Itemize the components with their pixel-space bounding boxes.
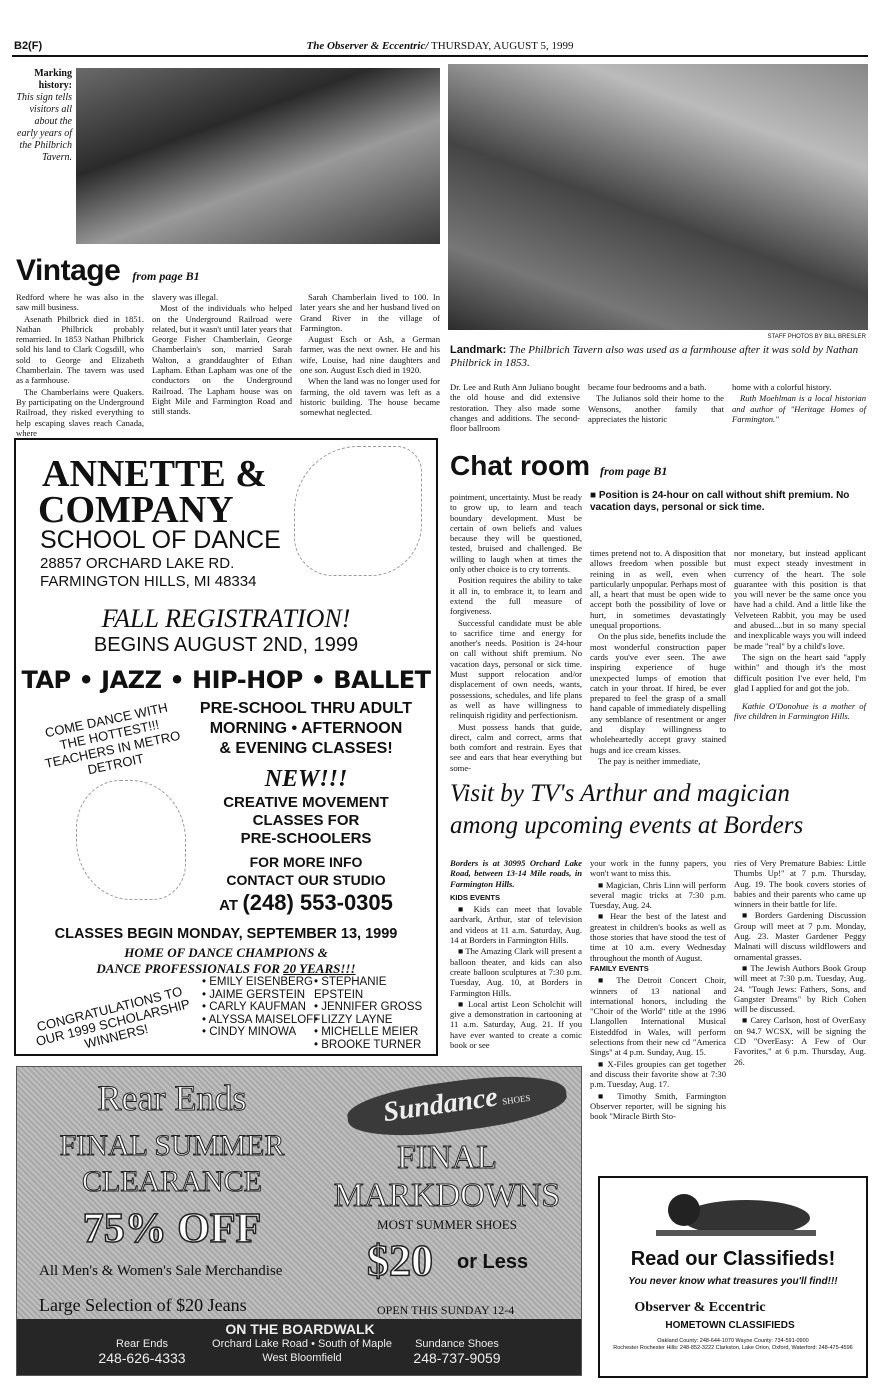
winners-left	[202, 976, 320, 1039]
paragraph: ■ Borders Gardening Discussion Group will meet at 7 p.m. Monday, Aug. 23. Master Gardener Peggy Malnati will discuss wildflowers and ornamental grasses.	[734, 910, 866, 962]
winner-name: • BROOKE TURNER	[314, 1038, 422, 1051]
open-sunday: OPEN THIS SUNDAY 12-4	[377, 1303, 515, 1317]
winner-name: • JENNIFER GROSS	[314, 1001, 423, 1013]
borders-col-1	[450, 858, 582, 1051]
pullquote-marker: ■	[590, 490, 599, 501]
landmark-col-2	[588, 382, 724, 425]
winner-name: • CARLY KAUFMAN	[202, 1001, 306, 1013]
paragraph: Dr. Lee and Ruth Ann Juliano bought the old house and did extensive restoration. They also made some changes and additions. The second-floor ballroom	[450, 382, 580, 434]
price: $20	[367, 1236, 433, 1285]
rear-store-info	[87, 1337, 197, 1365]
winner-name: • MICHELLE MEIER	[314, 1026, 419, 1038]
ad-pros: DANCE PROFESSIONALS FOR	[96, 961, 280, 976]
chat-kicker: Chat room	[450, 450, 590, 481]
ad-begins: BEGINS AUGUST 2ND, 1999	[93, 634, 359, 656]
ad-pros-line	[16, 961, 436, 977]
ad-congrats: CONGRATULATIONS TO OUR 1999 SCHOLARSHIP WINNERS!	[34, 983, 192, 1052]
location-line: Orchard Lake Road • South of Maple	[212, 1338, 392, 1350]
percent-off: 75% OFF	[82, 1206, 262, 1252]
phone-line: Oakland County: 248-644-1070 Wayne County: 734-591-0900	[657, 1338, 809, 1344]
paragraph: Position requires the ability to take it all in, to embrace it, to learn and extend the full measure of forgiveness.	[450, 575, 582, 617]
paragraph: nor monetary, but instead applicant must expect steady investment in currency of the heart. The sole guarantee with this position is that you will never be the same once you have had a child. And a little like the Velveteen Rabbit, you may be used and abused....but in so many special and inexplicable ways you will indeed be made "real" by a child's love.	[734, 548, 866, 651]
landmark-col-3	[732, 382, 866, 425]
store-phone: 248-626-4333	[98, 1350, 186, 1366]
paragraph: The pay is neither immediate,	[598, 755, 701, 766]
rear-ends-logo: Rear Ends	[97, 1078, 247, 1118]
winner-name: • STEPHANIE EPSTEIN	[314, 976, 387, 1001]
phone-line: Rochester Rochester Hills: 248-852-3222 Clarkston, Lake Orion, Oxford, Waterford: 248-475-4596	[613, 1345, 853, 1351]
vintage-col-2	[152, 292, 292, 418]
paragraph: August Esch or Ash, a German farmer, was the next owner. He and his wife, Louise, had nine daughters and one son. August Esch died in 1920.	[300, 334, 440, 376]
landmark-label: Landmark:	[450, 344, 507, 356]
ad-evening: & EVENING CLASSES!	[219, 740, 393, 757]
borders-col-3	[734, 858, 866, 1068]
ad-classes-for: CLASSES FOR	[252, 812, 360, 829]
ad-fall-registration: FALL REGISTRATION!	[101, 604, 351, 633]
masthead-rule	[12, 55, 868, 57]
chat-col-1	[450, 492, 582, 774]
sundance-logo	[345, 1066, 570, 1146]
ad-name-line-2: COMPANY	[38, 489, 234, 531]
headline-line-1: Visit by TV's Arthur and magician	[450, 780, 790, 807]
paragraph: ■ Local artist Leon Scholchit will give a demonstration in cartooning at 11 a.m. Saturday, Aug. 21. If you have ever wanted to create a comic book or see	[450, 998, 582, 1051]
ad-address-2: FARMINGTON HILLS, MI 48334	[40, 573, 257, 590]
paragraph: Must possess hands that guide, direct, calm and correct, arms that both comfort and restrain. Eyes that see and ears that hear everything but some-	[450, 721, 582, 773]
paragraph: ■ The Amazing Clark will present a balloon theater, and kids can also create balloon sculptures at 7:30 p.m. Tuesday, Aug. 10, at Borders in Farmington Hills.	[450, 946, 582, 998]
tavern-sign-photo	[76, 68, 440, 244]
paragraph: your work in the funny papers, you won't want to miss this.	[590, 858, 726, 879]
markdowns: MARKDOWNS	[333, 1177, 561, 1214]
dance-school-ad	[14, 438, 438, 1056]
paragraph: became four bedrooms and a bath.	[588, 382, 707, 392]
ad-home: HOME OF DANCE CHAMPIONS &	[124, 945, 328, 960]
winner-name: • ALYSSA MAISELOFF	[202, 1013, 321, 1026]
vintage-kicker: Vintage	[16, 254, 121, 287]
vintage-heading	[16, 254, 200, 288]
paragraph: ■ Kids can meet that lovable aardvark, Arthur, star of television and videos at 11 a.m. Saturday, Aug. 14 at Borders in Farmington Hills.	[450, 904, 582, 946]
landmark-caption	[450, 344, 866, 370]
winner-name: • LIZZY LAYNE	[314, 1013, 393, 1026]
landmark-text: The Philbrich Tavern also was used as a farmhouse after it was sold by Nathan Philbrick in 1853.	[450, 344, 859, 369]
paragraph: Successful candidate must be able to sacrifice time and energy for another's needs. Position is 24-hour on call without shift premium. No vacation days, personal or sick time. Must support relocation and/or displacement of own needs, wants, possessions, schedules, and life plans as well as have willingness to relinquish rigidity and perfectionism.	[450, 617, 582, 721]
paragraph: ■ Timothy Smith, Farmington Observer reporter, will be signing his book "Miracle Birth Sto-	[590, 1090, 726, 1122]
paragraph: ■ X-Files groupies can get together and discuss their favorite show at 7:30 p.m. Tuesday, Aug. 17.	[590, 1058, 726, 1090]
paragraph: slavery was illegal.	[152, 292, 219, 302]
location-line: West Bloomfield	[262, 1352, 342, 1364]
ad-phone: (248) 553-0305	[242, 890, 393, 915]
winner-name: • JAIME GERSTEIN	[202, 988, 306, 1001]
dancer-sketch-bottom	[76, 780, 186, 900]
section-head: FAMILY EVENTS	[590, 963, 649, 973]
store-phone: 248-737-9059	[413, 1350, 501, 1366]
boardwalk-bar	[17, 1319, 582, 1376]
classifieds-paper: Observer & Eccentric	[634, 1300, 766, 1315]
vintage-col-3	[300, 292, 440, 419]
chat-room-heading	[450, 450, 667, 482]
paragraph: ■ The Jewish Authors Book Group will meet at 7:30 p.m. Tuesday, Aug. 24. "Tough Jews: Fathers, Sons, and Gangster Dreams" by Rich Cohen will be discussed.	[734, 962, 866, 1015]
section-head: KIDS EVENTS	[450, 892, 501, 902]
chat-pullquote	[590, 490, 866, 514]
classifieds-ad	[598, 1176, 868, 1378]
paragraph: home with a colorful history.	[732, 382, 832, 392]
ad-school: SCHOOL OF DANCE	[40, 526, 281, 554]
masthead	[200, 40, 680, 52]
borders-headline	[450, 778, 870, 842]
store-name: Rear Ends	[116, 1338, 168, 1350]
headline-line-2: among upcoming events at Borders	[450, 812, 804, 839]
boardwalk: ON THE BOARDWALK	[225, 1321, 375, 1337]
paragraph: times pretend not to. A disposition that allows freedom when possible but reining in as well, even when particularly unpopular. Perhaps most of all, a heart that must be open wide to accept both the possibility of love or hurt, in sometimes devastatingly unequal proportions.	[590, 548, 726, 631]
paragraph: Sarah Chamberlain lived to 100. In later years she and her husband lived on Grand River in the village of Farmington.	[300, 292, 440, 333]
tavern-photo	[448, 64, 868, 330]
vintage-jump: from page B1	[132, 269, 200, 283]
all-mens-womens: All Men's & Women's Sale Merchandise	[39, 1263, 283, 1279]
paragraph: The Julianos sold their home to the Wensons, another family that appreciates the historic	[588, 393, 724, 424]
chat-col-3	[734, 548, 866, 723]
chat-col-2	[590, 548, 726, 767]
ad-preschool: PRE-SCHOOL THRU ADULT	[199, 700, 413, 717]
winner-name: • EMILY EISENBERG	[202, 976, 313, 988]
or-less: or Less	[457, 1251, 529, 1273]
classifieds-phones	[604, 1338, 862, 1352]
ad-classes-begin: CLASSES BEGIN MONDAY, SEPTEMBER 13, 1999	[54, 926, 398, 942]
dog-icon	[636, 1186, 832, 1244]
ad-come-dance: COME DANCE WITH THE HOTTEST!!! TEACHERS IN METRO DETROIT	[43, 699, 182, 778]
shoe-store-ad	[16, 1066, 582, 1376]
ad-dance-styles: TAP • JAZZ • HIP-HOP • BALLET	[21, 666, 431, 694]
ad-at: AT	[219, 897, 238, 914]
author-note: Kathie O'Donohue is a mother of five children in Farmington Hills.	[734, 701, 866, 722]
paragraph: pointment, uncertainty. Must be ready to grow up, to learn and teach boundary development. Must be certain of own beliefs and values because they will be questioned, tested, bruised and challenged. Be willing to laugh when at times the only other choice is to cry torrents.	[450, 492, 582, 575]
issue-date: THURSDAY, AUGUST 5, 1999	[430, 40, 574, 52]
large-selection: Large Selection of $20 Jeans	[39, 1295, 247, 1315]
paragraph: ries of Very Premature Babies: Little Thumbs Up!" at 7 p.m. Thursday, Aug. 19. The book covers stories of babies and their parents who came up winners in their battle for life.	[734, 858, 866, 910]
paragraph: Most of the individuals who helped on the Underground Railroad were related, but it wasn't until later years that George Fisher Chamberlain, George Chamberlain's son, married Sarah Walton, a granddaughter of Ethan Lapham. Ethan Lapham was one of the conductors on the Underground Railroad. The Lapham house was on Eight Mile and Farmington Road and still stands.	[152, 303, 292, 417]
chat-jump: from page B1	[600, 464, 668, 478]
intro: Borders is at 30995 Orchard Lake Road, between 13-14 Mile roads, in Farmington Hills.	[450, 858, 582, 889]
sundance-shoes: SHOES	[501, 1092, 532, 1107]
marking-history-caption	[16, 68, 72, 164]
photo-credit: STAFF PHOTOS BY BILL BRESLER	[767, 334, 866, 340]
ad-years: 20 YEARS!!!	[283, 961, 356, 976]
ad-times: MORNING • AFTERNOON	[209, 720, 403, 737]
most-summer-shoes: MOST SUMMER SHOES	[377, 1217, 517, 1232]
location-info	[197, 1337, 407, 1365]
sundance-name: Sundance	[381, 1081, 500, 1129]
paper-name: The Observer & Eccentric/	[306, 40, 429, 52]
paragraph: ■ Carey Carlson, host of OverEasy on 94.7 WCSX, will be signing the CD "OverEasy: A Few of Our Favorites," at 6 p.m. Thursday, Aug. 26.	[734, 1015, 866, 1067]
ad-name-line-1: ANNETTE &	[42, 453, 267, 495]
store-name: Sundance Shoes	[415, 1338, 499, 1350]
ad-new: NEW!!!	[264, 766, 348, 792]
vintage-col-1	[16, 292, 144, 439]
dog-illustration	[636, 1186, 832, 1244]
paragraph: When the land was no longer used for farming, the old tavern was left as a historic building. The house became somewhat neglected.	[300, 376, 440, 418]
paragraph: The sign on the heart said "apply within" and though it's the most difficult position I've ever held, I'm glad I applied for and got the job.	[734, 651, 866, 693]
paragraph: ■ The Detroit Concert Choir, winners of 13 national and international honors, including the "Choir of the World" title at the 1996 Llangollen International Musical Eisteddfod in Wales, will perform selections from their new cd "America Sings" at 4 p.m. Sunday, Aug. 15.	[590, 975, 726, 1058]
final-summer: FINAL SUMMER	[59, 1129, 285, 1162]
paragraph: ■ Magician, Chris Linn will perform several magic tricks at 7:30 p.m. Tuesday, Aug. 24.	[590, 879, 726, 911]
winners-right	[314, 976, 436, 1051]
ad-preschoolers: PRE-SCHOOLERS	[240, 830, 372, 847]
classifieds-headline: Read our Classifieds!	[630, 1248, 836, 1270]
dancer-sketch-top	[294, 446, 422, 576]
ad-contact: CONTACT OUR STUDIO	[226, 872, 386, 888]
ad-more-info: FOR MORE INFO	[249, 854, 363, 870]
caption-label: Marking history:	[34, 68, 72, 91]
pullquote-text: Position is 24-hour on call without shift premium. No vacation days, personal or sick time.	[590, 490, 850, 513]
ad-creative: CREATIVE MOVEMENT	[223, 794, 389, 811]
ad-address-1: 28857 ORCHARD LAKE RD.	[40, 555, 235, 572]
winner-name: • CINDY MINOWA	[202, 1026, 297, 1038]
caption-text: This sign tells visitors all about the early years of the Philbrich Tavern.	[16, 92, 72, 163]
classifieds-hometown: HOMETOWN CLASSIFIEDS	[665, 1320, 795, 1331]
ad-phone-line	[186, 890, 426, 916]
paragraph: Asenath Philbrick died in 1851. Nathan Philbrick probably remarried. In 1853 Nathan Philbrick sold his land to Clark Cogsdill, who sold to George and Elizabeth Chamberlain. The tavern was used as a farmhouse.	[16, 313, 144, 386]
clearance: CLEARANCE	[82, 1165, 262, 1198]
paragraph: Redford where he was also in the saw mill business.	[16, 292, 144, 313]
final: FINAL	[396, 1139, 498, 1176]
page-number: B2(F)	[14, 40, 43, 52]
paragraph: ■ Hear the best of the latest and greatest in children's books as well as those stories that have stood the test of time at 10 a.m. every Wednesday throughout the month of August.	[590, 911, 726, 963]
author-note: Ruth Moehlman is a local historian and author of "Heritage Homes of Farmington."	[732, 393, 866, 424]
landmark-col-1	[450, 382, 580, 434]
borders-col-2	[590, 858, 726, 1122]
paragraph: On the plus side, benefits include the most wonderful construction paper cards you've ever seen. The awe inspiring experience of huge unexpected lumps of emotion that catch in your throat. If hired, be ever prepared to feel the grasp of a small hand capable of immediately dispelling any semblance of resentment or anger and display willingness to wholeheartedly accept gravy stained hugs and ice cream kisses.	[590, 631, 726, 755]
paragraph: The Chamberlains were Quakers. By participating on the Underground Railroad, they risked everything to help escaping slaves reach Canada, where	[16, 386, 144, 438]
classifieds-tagline: You never know what treasures you'll find!!!	[628, 1276, 838, 1287]
sundance-store-info	[397, 1337, 517, 1365]
